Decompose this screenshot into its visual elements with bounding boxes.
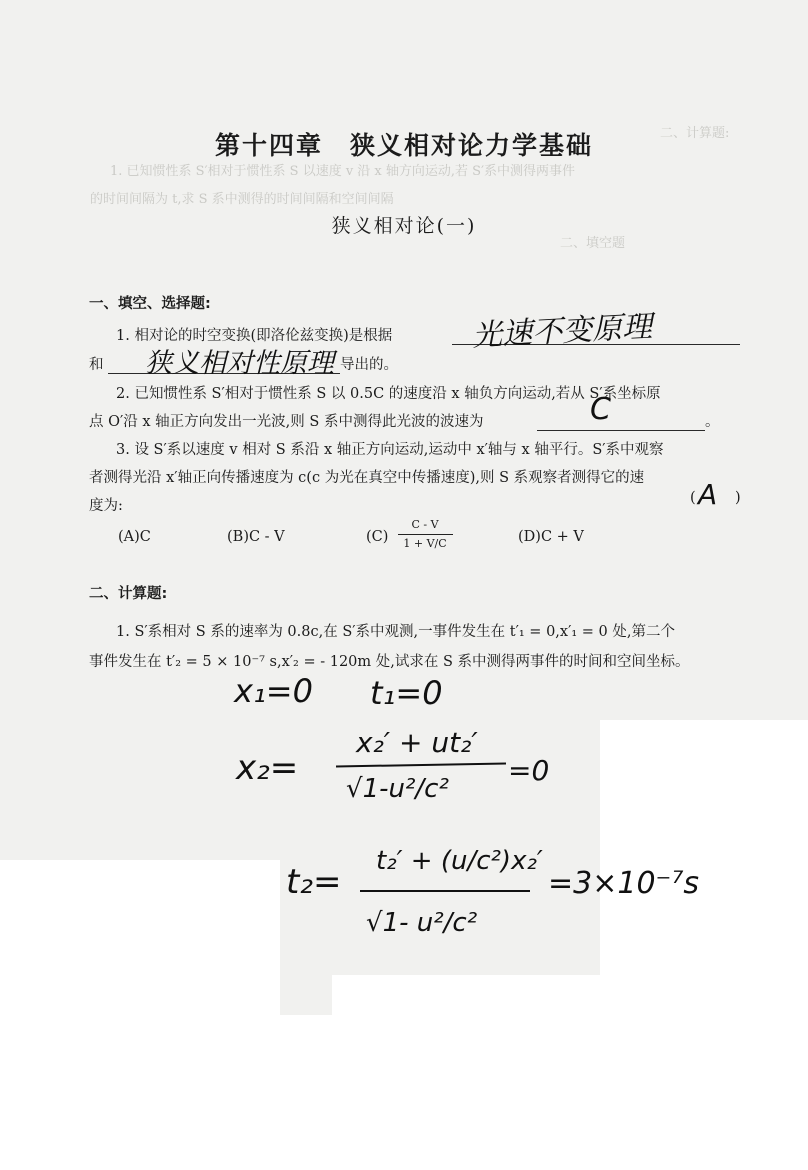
q3-paren-open: ( <box>690 490 696 506</box>
hw-x2-denominator: √1-u²/c² <box>346 774 449 804</box>
q3-line2: 者测得光沿 x′轴正向传播速度为 c(c 为光在真空中传播速度),则 S 系观察者测得它的速 <box>89 470 645 486</box>
q2-answer: C <box>590 392 611 427</box>
option-a: (A)C <box>118 529 151 545</box>
q1-line1: 1. 相对论的时空变换(即洛伦兹变换)是根据 <box>116 328 393 344</box>
hw-x2-lhs: x₂= <box>236 748 299 788</box>
q1-line2-prefix: 和 <box>89 357 104 373</box>
hw-x2-numerator: x₂′ + ut₂′ <box>356 726 478 759</box>
hw-t2-lhs: t₂= <box>286 862 342 902</box>
blank-region <box>280 975 332 1015</box>
hw-t2-result: =3×10⁻⁷s <box>548 866 700 901</box>
calc-q1-line2: 事件发生在 t′₂ = 5 × 10⁻⁷ s,x′₂ = - 120m 处,试求在 S 系中测得两事件的时间和空间坐标。 <box>89 654 690 670</box>
ghost-text: 二、填空题 <box>560 236 626 251</box>
option-d: (D)C + V <box>518 529 584 545</box>
option-c-fraction-bar <box>398 534 453 535</box>
q3-line1: 3. 设 S′系以速度 v 相对 S 系沿 x 轴正方向运动,运动中 x′轴与 x 轴平行。S′系中观察 <box>116 442 664 458</box>
section-heading-calc: 二、计算题: <box>89 586 168 602</box>
option-b: (B)C - V <box>227 529 285 545</box>
hw-t1: t₁=0 <box>370 674 443 712</box>
ghost-text: 二、计算题: <box>660 126 730 141</box>
ghost-text: 的时间间隔为 t,求 S 系中测得的时间间隔和空间间隔 <box>90 192 394 207</box>
hw-x2-result: =0 <box>508 754 550 787</box>
q2-blank <box>537 430 705 431</box>
option-c-prefix: (C) <box>366 529 389 545</box>
hw-x1: x₁=0 <box>234 672 313 710</box>
chapter-title: 第十四章 狭义相对论力学基础 <box>214 131 593 160</box>
option-c-numerator: C - V <box>411 518 439 531</box>
hw-x2-fraction-bar <box>336 763 506 768</box>
q2-end: 。 <box>705 414 720 430</box>
ghost-text: 1. 已知惯性系 S′相对于惯性系 S 以速度 v 沿 x 轴方向运动,若 S′系中测得两事件 <box>110 164 576 179</box>
blank-region <box>0 975 808 1170</box>
calc-q1-line1: 1. S′系相对 S 系的速率为 0.8c,在 S′系中观测,一事件发生在 t′₁ = 0,x′₁ = 0 处,第二个 <box>116 624 675 640</box>
q1-line2-suffix: 导出的。 <box>340 357 398 373</box>
section-subtitle: 狭义相对论(一) <box>331 215 477 237</box>
q2-line2: 点 O′沿 x 轴正方向发出一光波,则 S 系中测得此光波的波速为 <box>89 414 484 430</box>
option-c-denominator: 1 + V/C <box>403 537 447 550</box>
q1-answer1: 光速不变原理 <box>471 309 653 354</box>
blank-region <box>600 720 808 860</box>
q3-answer: A <box>698 478 718 511</box>
hw-t2-denominator: √1- u²/c² <box>366 908 478 938</box>
section-heading-fill: 一、填空、选择题: <box>89 296 211 312</box>
hw-t2-numerator: t₂′ + (u/c²)x₂′ <box>376 846 543 876</box>
hw-t2-fraction-bar <box>360 890 530 892</box>
q3-line3: 度为: <box>89 498 123 514</box>
q2-line1: 2. 已知惯性系 S′相对于惯性系 S 以 0.5C 的速度沿 x 轴负方向运动,若从 S′系坐标原 <box>116 386 661 402</box>
q1-answer2: 狭义相对性原理 <box>145 348 334 379</box>
q3-paren-close: ) <box>735 490 741 506</box>
